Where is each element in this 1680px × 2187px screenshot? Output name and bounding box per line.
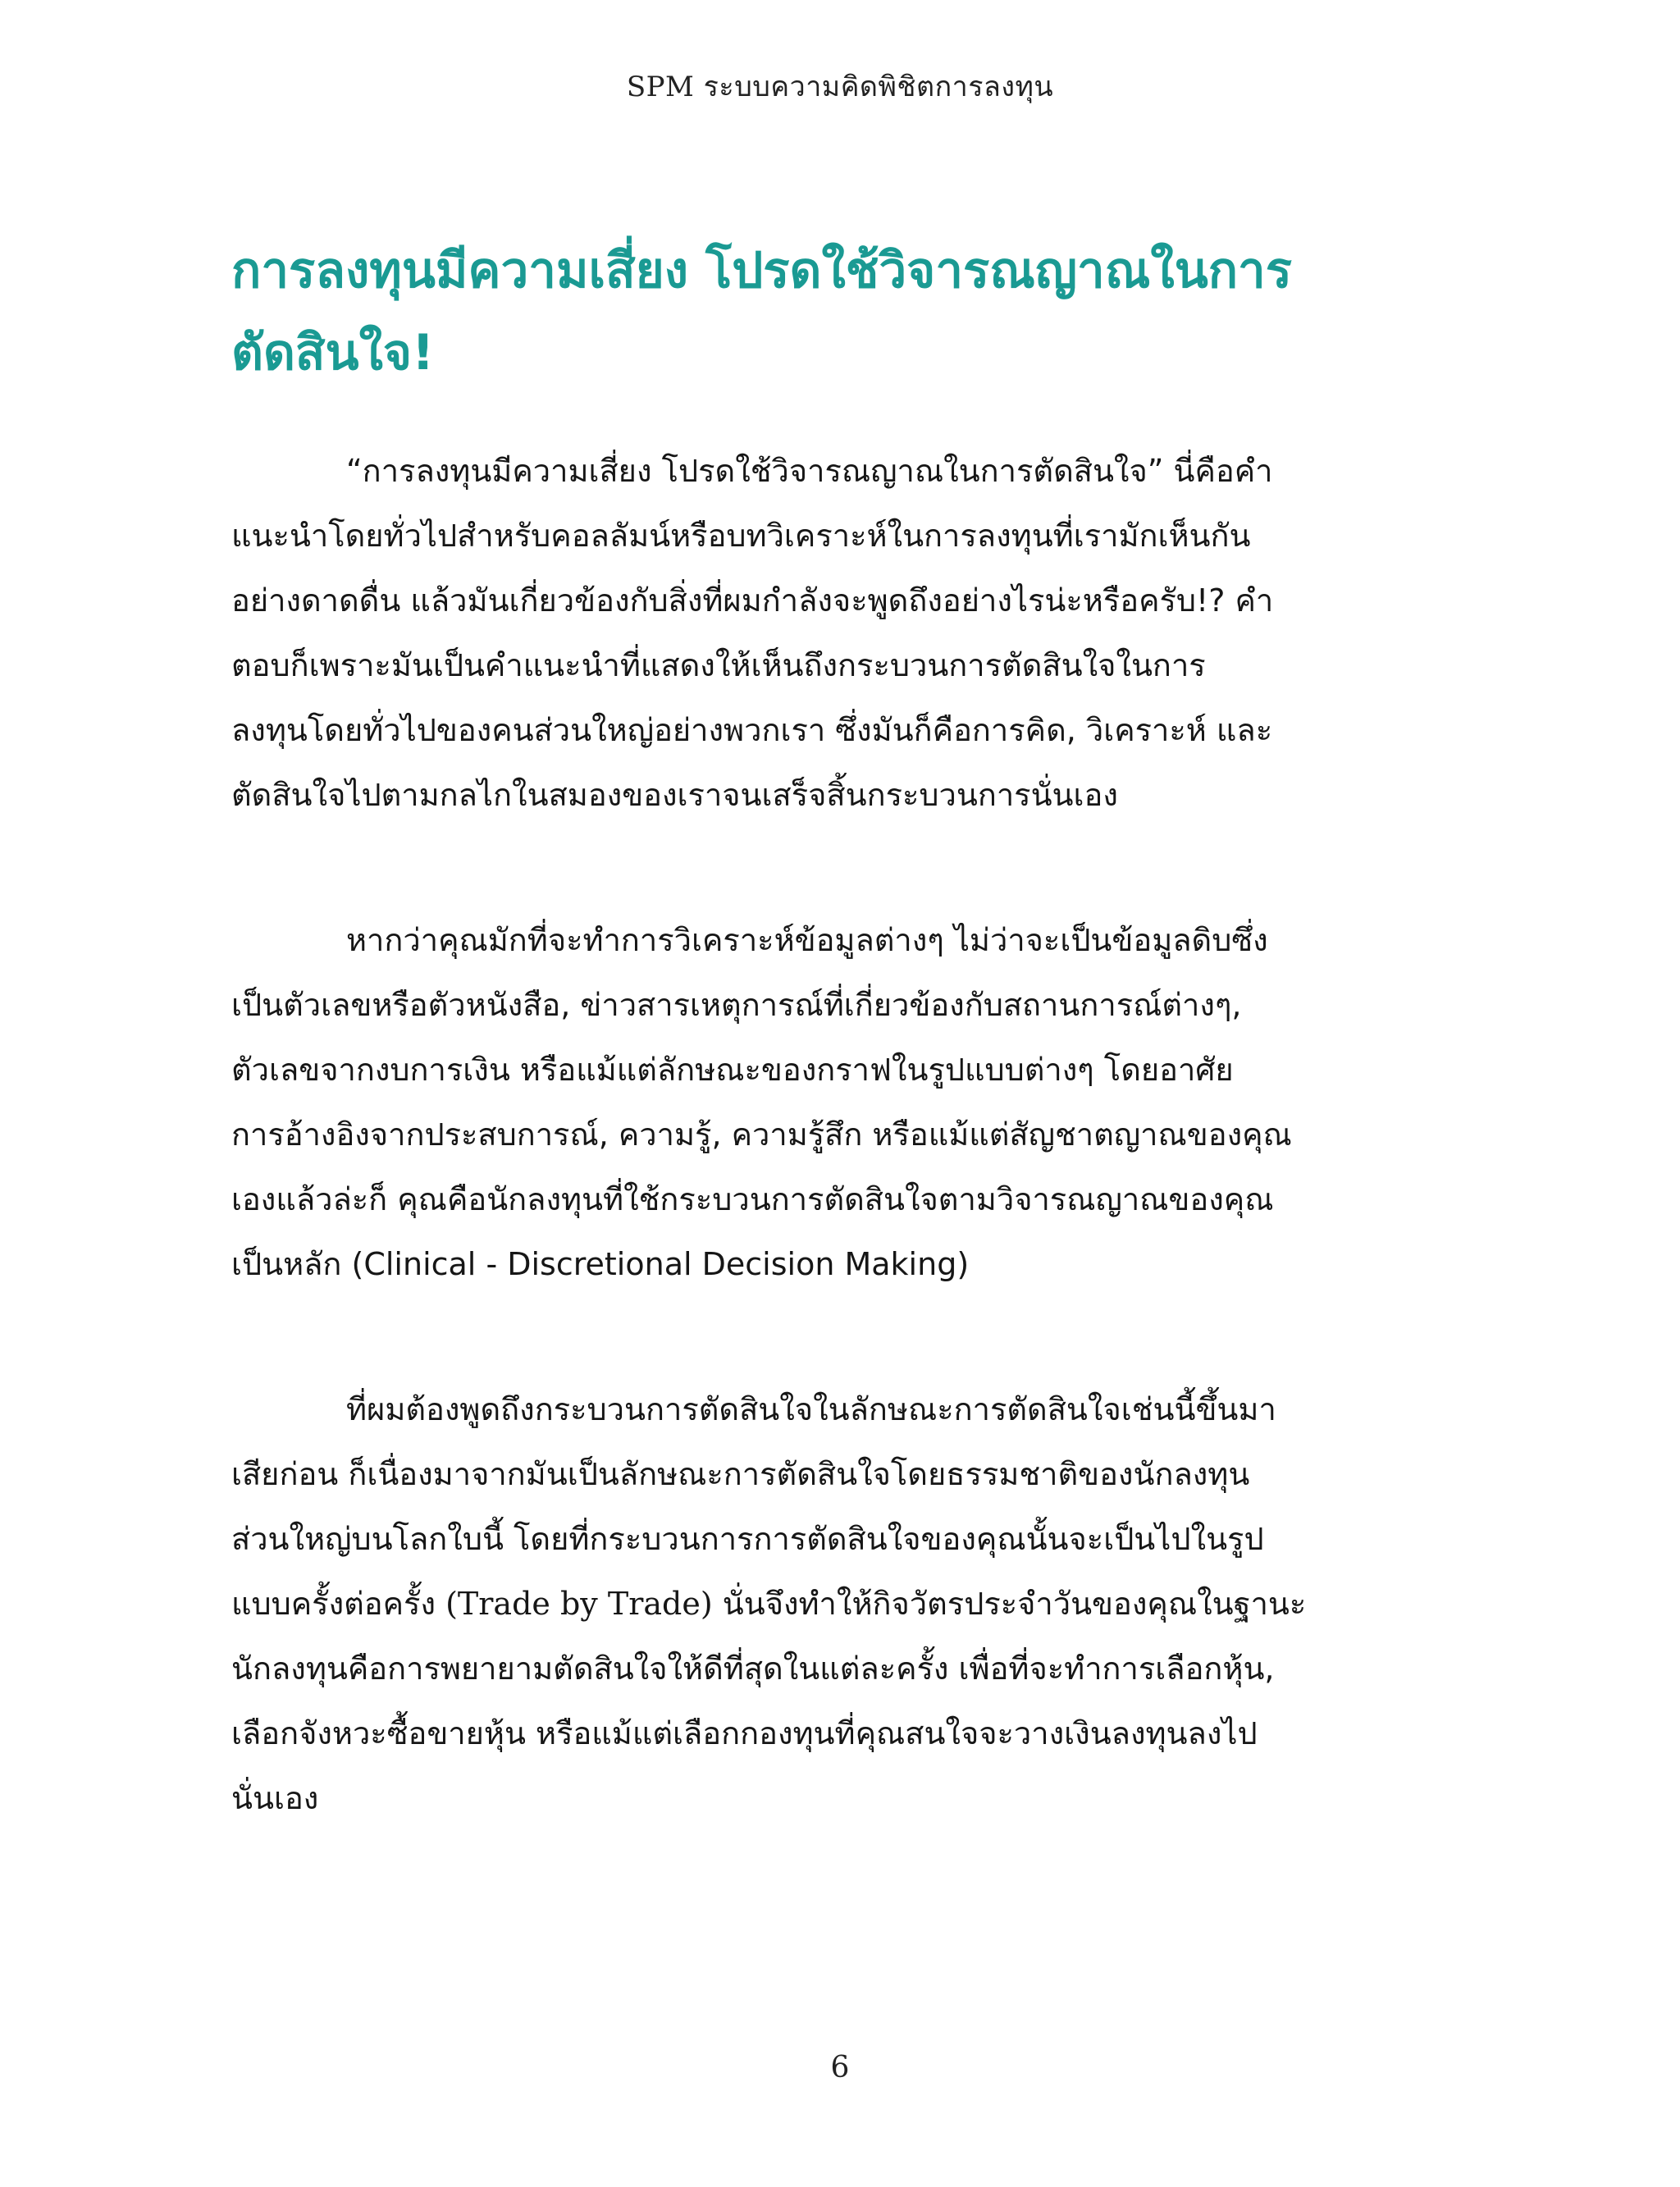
paragraph-line: ตัดสินใจไปตามกลไกในสมองของเราจนเสร็จสิ้นกระบวนการนั่นเอง — [231, 777, 1118, 813]
title-line: ตัดสินใจ! — [231, 324, 435, 381]
paragraph-2 — [231, 908, 1445, 1297]
paragraph-line: ส่วนใหญ่บนโลกใบนี้ โดยที่กระบวนการการตัดสินใจของคุณนั้นจะเป็นไปในรูป — [231, 1521, 1264, 1557]
title-line: การลงทุนมีความเสี่ยง โปรดใช้วิจารณญาณในการ — [231, 242, 1292, 299]
body-text — [231, 439, 1445, 1911]
paragraph-line: “การลงทุนมีความเสี่ยง โปรดใช้วิจารณญาณในการตัดสินใจ” นี่คือคำ — [346, 453, 1273, 489]
text-segment: นั่นจึงทำให้กิจวัตรประจำวันของคุณในฐานะ — [712, 1586, 1307, 1622]
paragraph-line: เป็นตัวเลขหรือตัวหนังสือ, ข่าวสารเหตุการณ์ที่เกี่ยวข้องกับสถานการณ์ต่างๆ, — [231, 987, 1242, 1023]
running-header: SPM ระบบความคิดพิชิตการลงทุน — [626, 71, 1054, 103]
paragraph-3 — [231, 1377, 1445, 1831]
paragraph-1 — [231, 439, 1445, 828]
paragraph-line: เสียก่อน ก็เนื่องมาจากมันเป็นลักษณะการตัดสินใจโดยธรรมชาติของนักลงทุน — [231, 1456, 1250, 1492]
paragraph-line: ตัวเลขจากงบการเงิน หรือแม้แต่ลักษณะของกราฟในรูปแบบต่างๆ โดยอาศัย — [231, 1052, 1234, 1088]
paragraph-line: หากว่าคุณมักที่จะทำการวิเคราะห์ข้อมูลต่างๆ ไม่ว่าจะเป็นข้อมูลดิบซึ่ง — [346, 922, 1268, 958]
text-segment: แบบครั้งต่อครั้ง — [231, 1586, 446, 1622]
paragraph-line: อย่างดาดดื่น แล้วมันเกี่ยวข้องกับสิ่งที่ผมกำลังจะพูดถึงอย่างไรน่ะหรือครับ!? คำ — [231, 582, 1274, 619]
paragraph-line: แนะนำโดยทั่วไปสำหรับคอลลัมน์หรือบทวิเคราะห์ในการลงทุนที่เรามักเห็นกัน — [231, 518, 1251, 554]
paragraph-line: ที่ผมต้องพูดถึงกระบวนการตัดสินใจในลักษณะการตัดสินใจเช่นนี้ขึ้นมา — [346, 1391, 1276, 1427]
paragraph-line: เป็นหลัก (Clinical - Discretional Decision Making) — [231, 1246, 970, 1282]
page-title — [231, 230, 1462, 394]
paragraph-line: นั่นเอง — [231, 1780, 319, 1816]
paragraph-line: เองแล้วล่ะก็ คุณคือนักลงทุนที่ใช้กระบวนการตัดสินใจตามวิจารณญาณของคุณ — [231, 1181, 1274, 1217]
paragraph-line: เลือกจังหวะซื้อขายหุ้น หรือแม้แต่เลือกกองทุนที่คุณสนใจจะวางเงินลงทุนลงไป — [231, 1715, 1258, 1751]
page-number: 6 — [830, 2051, 850, 2084]
paragraph-line-mixed — [116, 1572, 1445, 1637]
paragraph-line: ตอบก็เพราะมันเป็นคำแนะนำที่แสดงให้เห็นถึงกระบวนการตัดสินใจในการ — [231, 647, 1206, 683]
paragraph-line: ลงทุนโดยทั่วไปของคนส่วนใหญ่อย่างพวกเรา ซึ่งมันก็คือการคิด, วิเคราะห์ และ — [231, 712, 1273, 748]
paragraph-line: การอ้างอิงจากประสบการณ์, ความรู้, ความรู้สึก หรือแม้แต่สัญชาตญาณของคุณ — [231, 1116, 1292, 1153]
paragraph-line: นักลงทุนคือการพยายามตัดสินใจให้ดีที่สุดในแต่ละครั้ง เพื่อที่จะทำการเลือกหุ้น, — [231, 1651, 1275, 1687]
latin-term: (Trade by Trade) — [445, 1586, 713, 1622]
